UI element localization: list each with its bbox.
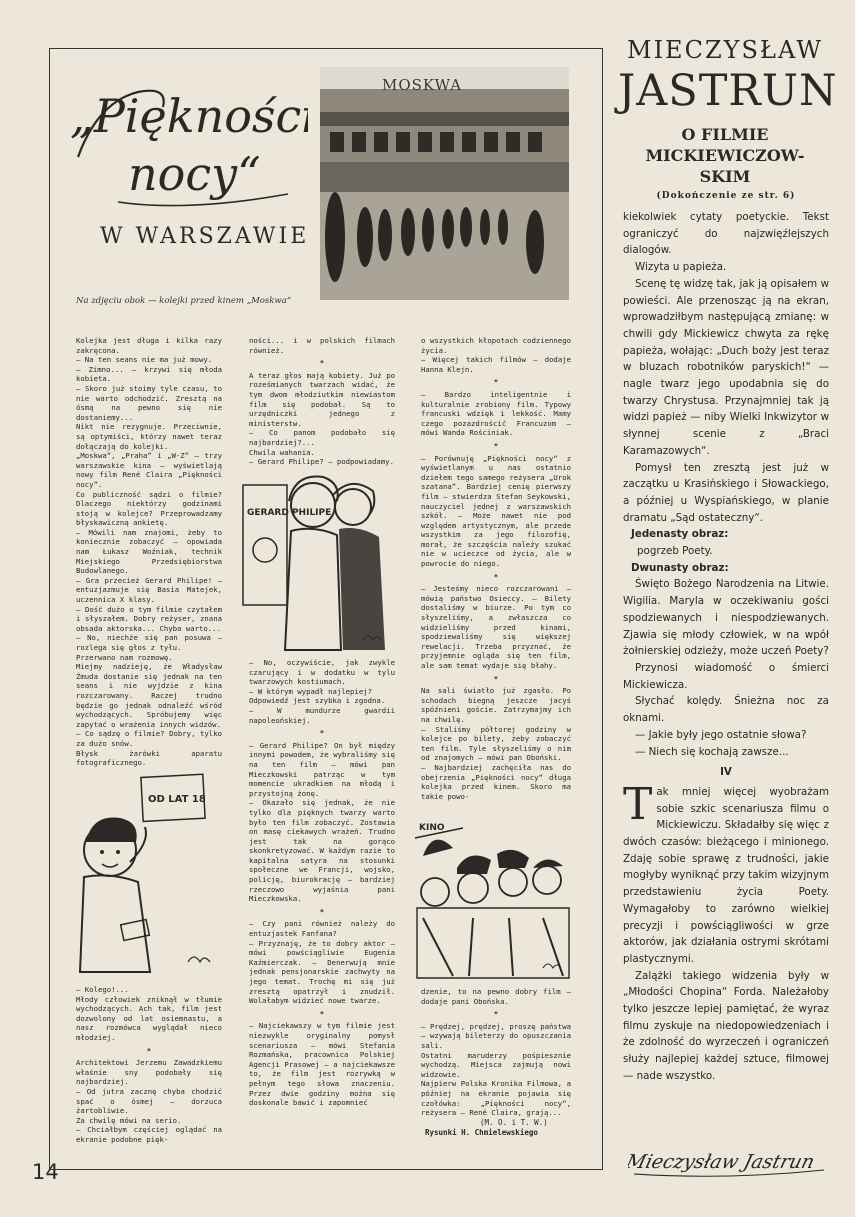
paragraph: Najpierw Polska Kronika Filmowa, a później na ekranie pojawia się czołówka: „Piękności nocy“, reżysera — René Claira, grają... [421, 1079, 571, 1118]
paragraph: Błysk żarówki aparatu fotograficznego. [76, 748, 222, 768]
paragraph: — Co panom podobało się najbardziej?... [249, 428, 395, 447]
separator-star: * [319, 358, 325, 368]
authors-credit: (M. O. i T. W.) [480, 1118, 548, 1127]
paragraph: Święto Bożego Narodzenia na Litwie. Wigilia. Maryla w oczekiwaniu gości spodziewanych i niespodziewanych. Zjawia się młody człowiek, w na wpół żołnierskiej odzieży, może uczeń Poety? [623, 578, 829, 658]
separator-star: * [493, 571, 499, 581]
paragraph: Pomysł ten zresztą jest już w zaczątku u Krasińskiego i Słowackiego, a później u Wyspiańskiego, w planie dramatu „Sąd ostateczny“. [623, 461, 829, 524]
paragraph: — No, niechże się pan posuwa — rozlega się głos z tyłu. [76, 633, 222, 652]
separator-star: * [146, 1045, 152, 1055]
section-number: IV [720, 766, 732, 779]
paragraph: Scenę tę widzę tak, jak ją opisałem w powieści. Ale przenosząc ją na ekran, wprowadziłbym następującą zmianę: w chwili gdy Mickiewicz chwyta za rękę papieża, wołając: „Duch boży jest teraz w bluzach robotników paryskich!“ — nagle twarz jego upodabnia się do twarzy Chrystusa. Przynajmniej tak ją widzi papież — niby Wielki Inkwizytor w słynnej scenie z „Braci Karamazowych“. [623, 277, 829, 457]
paragraph: Przerwano nam rozmowę. [76, 652, 173, 662]
article-column-3 [421, 336, 571, 801]
paragraph: Wizyta u papieża. [635, 261, 727, 274]
paragraph: — Staliśmy półtorej godziny w kolejce po bilety, żeby zobaczyć ten film. Tyle słyszeliśmy o nim od znajomych — mówi pan Oboński. [421, 724, 571, 763]
author-last-name: JASTRUN [618, 66, 838, 116]
poster-text: GERARD PHILIPE [247, 508, 332, 518]
photo-caption: Na zdjęciu obok — kolejki przed kinem „Moskwa“ [76, 296, 292, 306]
paragraph: — Na ten seans nie ma już mowy. [76, 355, 213, 365]
essay-title-line: SKIM [699, 167, 751, 186]
separator-star: * [493, 377, 499, 387]
article-column-1 [76, 336, 222, 768]
illustration-young-man [70, 772, 220, 977]
title-line1: „Piękności [70, 89, 308, 143]
signature-text: Mieczysław Jastrun [628, 1150, 817, 1173]
paragraph: — Gra przecież Gerard Philipe! — entuzjazmuje się Basia Matejek, uczennica X klasy. [76, 575, 222, 605]
paragraph: A teraz głos mają kobiety. Już po roześmianych twarzach widać, że tym dwom młodziutkim niewiastom film się podobał. Są to urzędniczki jednego z ministerstw. [249, 370, 395, 428]
paragraph: — Więcej takich filmów — dodaje Hanna Klejn. [421, 355, 571, 374]
drop-cap: T [623, 778, 653, 830]
paragraph: ności... i w polskich filmach również. [249, 336, 395, 355]
paragraph: — Jakie były jego ostatnie słowa? [635, 728, 807, 741]
paragraph: Słychać kolędy. Śnieżna noc za oknami. [623, 695, 829, 725]
separator-star: * [319, 906, 325, 916]
paragraph: — Od jutra zacznę chyba chodzić spać o ósmej — dorzuca żartobliwie. [76, 1086, 222, 1116]
separator-star: * [319, 1008, 325, 1018]
separator-star: * [493, 673, 499, 683]
paragraph: kiekolwiek cytaty poetyckie. Tekst ograniczyć do najzwięźlejszych dialogów. [623, 211, 829, 257]
paragraph: dzenie, to na pewno dobry film — dodaje pani Obońska. [421, 987, 571, 1006]
illustration-two-women [241, 455, 391, 655]
paragraph: — Porównuję „Piękności nocy“ z wyświetlanym u nas ostatnio dziełem tego samego reżysera „Urok szatana“. Bardziej cenię pierwszy film — stwierdza Stefan Seykowski, nauczyciel jednej z warszawskich szkół. — Może nawet nie pod względem artystycznym, ale przede wszystkim za jego filozofię, morał, że szczęścia należy szukać nie w ucieczce od życia, ale w powrocie do niego. [421, 453, 571, 569]
paragraph: — Chciałbym częściej oglądać na ekranie podobne pięk- [76, 1125, 222, 1144]
illustration-cinema-crowd [413, 808, 573, 984]
paragraph: Co publiczność sądzi o filmie? Dlaczego niektórzy godzinami stoją w kolejce? Przeprowadzamy błyskawiczną ankietę. [76, 489, 222, 528]
author-signature [628, 1140, 828, 1180]
paragraph: — Czy pani również należy do entuzjastek Fanfana? [249, 919, 395, 939]
title-line2: nocy“ [128, 147, 261, 201]
author-first-name: MIECZYSŁAW [627, 36, 823, 64]
essay-title-line: MICKIEWICZOW- [645, 146, 805, 165]
paragraph: — Najbardziej zachęciła nas do obejrzenia „Piękności nocy“ długa kolejka przed kinem. Skoro ma takie powo- [421, 762, 571, 801]
paragraph: Zalążki takiego widzenia były w „Młodości Chopina“ Forda. Należałoby tylko jeszcze lepiej pamiętać, że wyraz filmu zyskuje na niedopowiedzeniach i że zdolność do wyrzeczeń i ograniczeń służy najlepiej każdej sztuce, filmowej — nade wszystko. [623, 969, 829, 1082]
paragraph: Odpowiedź jest szybka i zgodna. [249, 696, 386, 706]
paragraph: — Niech się kochają zawsze... [635, 745, 789, 758]
page-number: 14 [32, 1160, 59, 1184]
paragraph: — Zimno... — krzywi się młoda kobieta. [76, 364, 222, 384]
scene-label: Jedenasty obraz: [631, 528, 729, 541]
paragraph: pogrzeb Poety. [637, 545, 713, 558]
kino-sign: KINO [419, 823, 445, 833]
separator-star: * [319, 728, 325, 738]
cinema-sign: MOSKWA [382, 76, 463, 94]
essay-title [620, 124, 830, 187]
paragraph: Za chwilę mówi na serio. [76, 1115, 182, 1125]
sign-od-lat: OD LAT 18 [148, 794, 206, 805]
paragraph: — Skoro już stoimy tyle czasu, to nie warto odchodzić. Zresztą na ósmą na pewno się nie dostaniemy... [76, 383, 222, 422]
essay-title-line: O FILMIE [681, 125, 769, 144]
scene-label: Dwunasty obraz: [631, 561, 729, 574]
paragraph: — Dość dużo o tym filmie czytałem i słyszałem. Dobry reżyser, znana obsada aktorska... Chyba warto... [76, 604, 222, 633]
article-title [58, 62, 308, 212]
paragraph: Kolejka jest długa i kilka razy zakręcona. [76, 336, 222, 355]
paragraph: Przynosi wiadomość o śmierci Mickiewicza. [623, 661, 829, 691]
paragraph: Architektowi Jerzemu Zawadzkiemu właśnie sny podobały się najbardziej. [76, 1058, 222, 1087]
essay-text [623, 209, 829, 1085]
article-subtitle: W WARSZAWIE [100, 224, 310, 249]
article-column-2-bottom [249, 658, 395, 1108]
paragraph: Ostatni maruderzy pośpiesznie wychodzą. Miejsca zajmują nowi widzowie. [421, 1050, 571, 1079]
paragraph: — Jesteśmy nieco rozczarowani — mówią państwo Osieccy. — Bilety dostaliśmy w biurze. Po tym co słyszeliśmy, a zwłaszcza co widzieliśmy przed kinami, spodziewaliśmy się większej rewelacji. Trzeba przyznać, że przyjemnie ogląda się ten film, ale sam temat wydaje się błahy. [421, 584, 571, 670]
paragraph: — Gerard Philipe? On był między innymi powodem, że wybraliśmy się na ten film — mówi pan Mieczkowski patrząc w tym momencie ukradkiem na młodą i przystojną żonę. [249, 740, 395, 798]
paragraph: — W mundurze gwardii napoleońskiej. [249, 705, 395, 725]
paragraph: o wszystkich kłopotach codziennego życia. [421, 336, 571, 355]
paragraph: — Prędzej, prędzej, proszę państwa — wzywają bileterzy do opuszczania sali. [421, 1021, 571, 1050]
paragraph: „Moskwa“, „Praha“ i „W-Z“ — trzy warszawskie kina — wyświetlają nowy film René Claira „Piękności nocy“. [76, 451, 222, 489]
drawings-credit: Rysunki H. Chmielewskiego [425, 1128, 538, 1137]
paragraph: Nikt nie rezygnuje. Przeciwnie, są optymiści, którzy nawet teraz dołączają do kolejki. [76, 422, 222, 451]
separator-star: * [493, 440, 499, 450]
paragraph: — Co sądzę o filmie? Dobry, tylko za dużo snów. [76, 729, 222, 748]
paragraph: Miejmy nadzieję, że Władysław Żmuda dostanie się jednak na ten seans i nie wyjdzie z kina rozczarowany. Raczej trudno będzie go jednak odnaleźć wśród wychodzących. Spróbujemy więc zapytać o wrażenia innych widzów. [76, 662, 222, 729]
paragraph: ak mniej więcej wyobrażam sobie szkic scenariusza filmu o Mickiewiczu. Składałby się więc z dwóch czasów: bieżącego i minionego. Zdaję sobie sprawę z trudności, jakie mogłyby wyniknąć przy takim wizyjnym przedstawieniu życia Poety. Wymagałoby to zarówno wielkiej precyzji i powściągliwości w grze aktorów, jak działania ostrymi skrótami plastycznymi. [623, 785, 829, 965]
paragraph: — Najciekawszy w tym filmie jest niezwykle oryginalny pomysł scenariusza — mówi Stefania Rozmańska, pracownica Polskiej Agencji Prasowej — a najciekawsze to, że film jest rozrywką w pełnym tego słowa znaczeniu. Przez dwie godziny można się doskonale bawić i zapomnieć [249, 1021, 395, 1108]
paragraph: — Bardzo inteligentnie i kulturalnie zrobiony film. Typowy francuski wdzięk i lekkość. Mamy czego pozazdrościć Francuzom — mówi Wanda Rościniak. [421, 389, 571, 438]
paragraph: — Gerard Philipe? — podpowiadamy. [249, 457, 394, 467]
paragraph: — W którym wypadł najlepiej? [249, 686, 373, 696]
paragraph: — Okazało się jednak, że nie tylko dla pięknych twarzy warto było ten film zobaczyć. Zostawia on masę ciekawych wrażeń. Trudno jest tak na gorąco skonkretyzować. W każdym razie to kapitalna satyra na stosunki społeczne we Francji, wojsko, policję, biurokrację — bardziej rzeczowo wyjaśnia pani Mieczkowska. [249, 798, 395, 904]
paragraph: Chwila wahania. [249, 447, 315, 457]
paragraph: Na sali światło już zgasło. Po schodach biegną jeszcze jacyś spóźnieni goście. Zatrzymajmy ich na chwilę. [421, 686, 571, 724]
separator-star: * [493, 1009, 499, 1019]
article-column-1-bottom [76, 985, 222, 1145]
paragraph: — No, oczywiście, jak zwykle czarujący i w dodatku w tylu twarzowych kostiumach. [249, 658, 395, 687]
paragraph: — Przyznaję, że to dobry aktor — mówi powściągliwie Eugenia Kaźmierczak. — Denerwują mnie jednak pensjonarskie zachwyty na jego temat. Trochę mi się już zresztą opatrzył i znudził. Wolałabym widzieć nowe twarze. [249, 938, 395, 1006]
continuation-note: (Dokończenie ze str. 6) [656, 191, 796, 201]
paragraph: Młody człowiek zniknął w tłumie wychodzących. Ach tak, film jest dozwolony od lat osiemnastu, a nasz rozmówca wyglądał nieco młodziej. [76, 994, 222, 1042]
paragraph: — Kolego!... [76, 985, 129, 994]
article-column-2 [249, 336, 395, 467]
paragraph: — Mówili nam znajomi, żeby to koniecznie zobaczyć — opowiada nam Łukasz Woźniak, technik Miejskiego Przedsiębiorstwa Budowlanego. [76, 527, 222, 576]
cinema-photo [320, 67, 569, 300]
article-column-3-bottom [421, 987, 571, 1118]
